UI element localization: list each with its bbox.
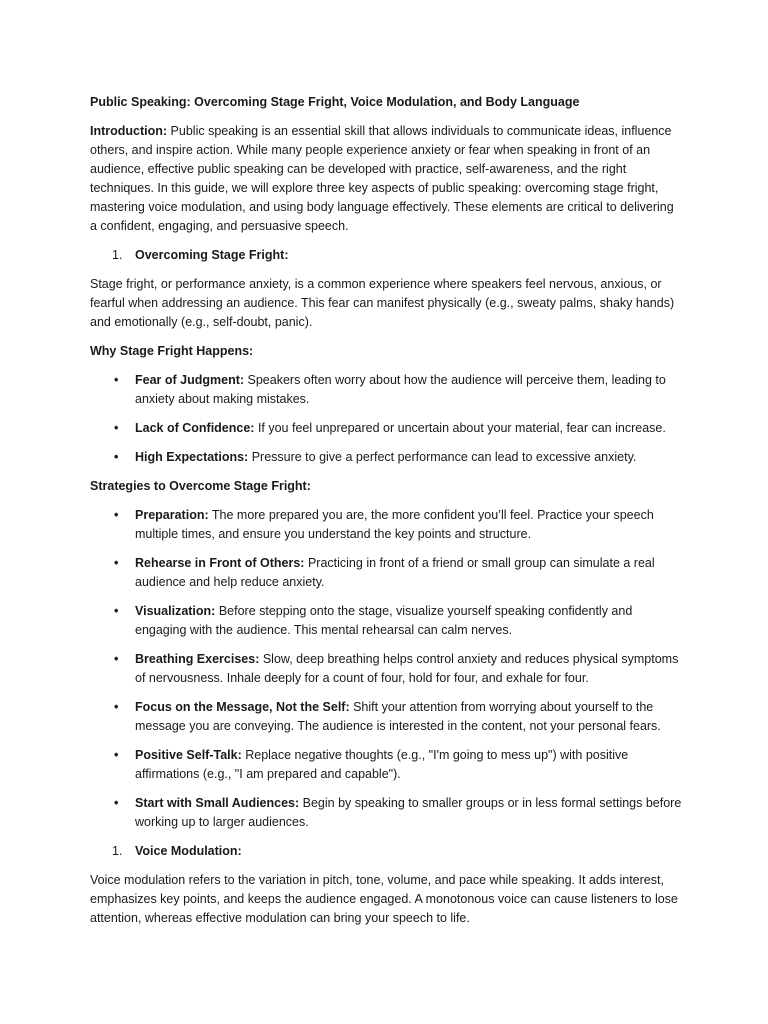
section-heading-text: Overcoming Stage Fright: [135, 248, 289, 262]
list-item [90, 794, 682, 832]
item-text: Before stepping onto the stage, visualize yourself speaking confidently and engaging with the audience. This mental rehearsal can calm nerves. [135, 604, 633, 637]
list-item [90, 650, 682, 688]
item-lead: Fear of Judgment: [135, 373, 245, 387]
list-item [90, 448, 682, 467]
item-lead: Rehearse in Front of Others: [135, 556, 305, 570]
bullet-icon: • [114, 421, 119, 435]
bullet-icon: • [114, 652, 119, 666]
bullet-icon: • [114, 796, 119, 810]
intro-paragraph [90, 122, 682, 236]
item-lead: Visualization: [135, 604, 216, 618]
item-lead: Focus on the Message, Not the Self: [135, 700, 350, 714]
why-list [90, 371, 682, 467]
section-number: 1. [112, 844, 123, 858]
section-heading-stage-fright [90, 246, 682, 265]
item-lead: Positive Self-Talk: [135, 748, 242, 762]
bullet-icon: • [114, 373, 119, 387]
why-heading: Why Stage Fright Happens: [90, 344, 254, 358]
bullet-icon: • [114, 748, 119, 762]
list-item [90, 698, 682, 736]
item-text: Shift your attention from worrying about yourself to the message you are conveying. The audience is interested in the content, not your personal fears. [135, 700, 661, 733]
item-text: Practicing in front of a friend or small group can simulate a real audience and help reduce anxiety. [135, 556, 655, 589]
list-item [90, 371, 682, 409]
item-text: Pressure to give a perfect performance can lead to excessive anxiety. [248, 450, 637, 464]
bullet-icon: • [114, 450, 119, 464]
list-item [90, 746, 682, 784]
list-item [90, 506, 682, 544]
strategies-heading: Strategies to Overcome Stage Fright: [90, 479, 311, 493]
item-text: Speakers often worry about how the audience will perceive them, leading to anxiety about making mistakes. [135, 373, 666, 406]
list-item [90, 419, 682, 438]
bullet-icon: • [114, 700, 119, 714]
item-lead: Start with Small Audiences: [135, 796, 300, 810]
intro-lead: Introduction: [90, 124, 168, 138]
section-heading-text: Voice Modulation: [135, 844, 242, 858]
item-text: The more prepared you are, the more confident you’ll feel. Practice your speech multiple times, and ensure you understand the key points and structure. [135, 508, 654, 541]
stage-fright-paragraph: Stage fright, or performance anxiety, is a common experience where speakers feel nervous, anxious, or fearful when addressing an audience. This fear can manifest physically (e.g., sweaty palms, shaky hands) and emotionally (e.g., self-doubt, panic). [90, 277, 675, 329]
document-title: Public Speaking: Overcoming Stage Fright, Voice Modulation, and Body Language [90, 95, 580, 109]
section-heading-voice-modulation [90, 842, 682, 861]
item-lead: Lack of Confidence: [135, 421, 255, 435]
section-number: 1. [112, 248, 123, 262]
bullet-icon: • [114, 556, 119, 570]
list-item [90, 554, 682, 592]
item-text: Replace negative thoughts (e.g., "I'm going to mess up") with positive affirmations (e.g., "I am prepared and capable"). [135, 748, 629, 781]
list-item [90, 602, 682, 640]
item-lead: Breathing Exercises: [135, 652, 260, 666]
item-text: If you feel unprepared or uncertain about your material, fear can increase. [254, 421, 666, 435]
item-lead: High Expectations: [135, 450, 249, 464]
document-body [90, 93, 682, 938]
bullet-icon: • [114, 508, 119, 522]
item-text: Begin by speaking to smaller groups or in less formal settings before working up to larger audiences. [135, 796, 682, 829]
item-text: Slow, deep breathing helps control anxiety and reduces physical symptoms of nervousness. Inhale deeply for a count of four, hold for four, and exhale for four. [135, 652, 679, 685]
voice-modulation-paragraph: Voice modulation refers to the variation in pitch, tone, volume, and pace while speaking. It adds interest, emphasizes key points, and keeps the audience engaged. A monotonous voice can cause listeners to lose attention, whereas effective modulation can bring your speech to life. [90, 873, 678, 925]
strategies-list [90, 506, 682, 832]
intro-text: Public speaking is an essential skill that allows individuals to communicate ideas, influence others, and inspire action. While many people experience anxiety or fear when speaking in front of an audience, effective public speaking can be developed with practice, self-awareness, and the right techniques. In this guide, we will explore three key aspects of public speaking: overcoming stage fright, mastering voice modulation, and using body language effectively. These elements are critical to delivering a confident, engaging, and persuasive speech. [90, 124, 674, 233]
item-lead: Preparation: [135, 508, 209, 522]
bullet-icon: • [114, 604, 119, 618]
